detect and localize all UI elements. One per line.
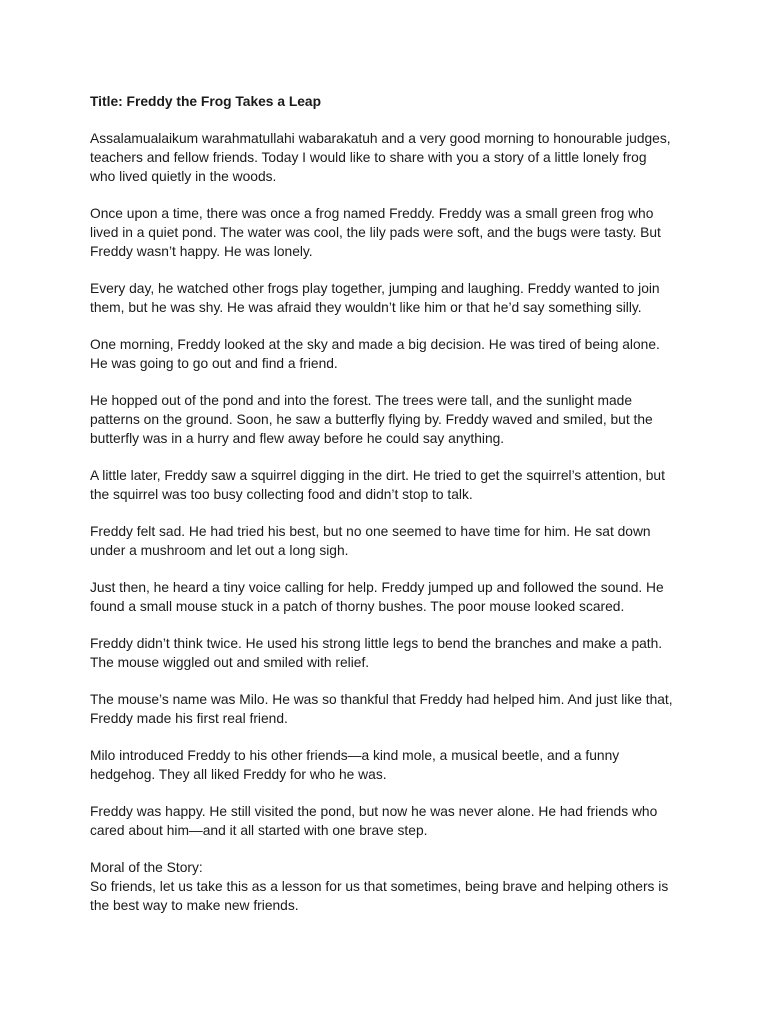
paragraph-story: Milo introduced Freddy to his other friends—a kind mole, a musical beetle, and a funny hedgehog. They all liked Freddy for who he was.	[90, 748, 620, 782]
paragraph-story: Just then, he heard a tiny voice calling for help. Freddy jumped up and followed the sound. He found a small mouse stuck in a patch of thorny bushes. The poor mouse looked scared.	[90, 580, 664, 614]
paragraph-story: Once upon a time, there was once a frog named Freddy. Freddy was a small green frog who lived in a quiet pond. The water was cool, the lily pads were soft, and the bugs were tasty. But Freddy wasn’t happy. He was lonely.	[90, 206, 661, 259]
paragraph-story: A little later, Freddy saw a squirrel digging in the dirt. He tried to get the squirrel’s attention, but the squirrel was too busy collecting food and didn’t stop to talk.	[90, 468, 665, 502]
paragraph-greeting: Assalamualaikum warahmatullahi wabarakatuh and a very good morning to honourable judges, teachers and fellow friends. Today I would like to share with you a story of a little lonely frog who lived quietly in the woods.	[90, 131, 671, 184]
paragraph-story: Every day, he watched other frogs play together, jumping and laughing. Freddy wanted to join them, but he was shy. He was afraid they wouldn’t like him or that he’d say something silly.	[90, 281, 660, 315]
moral-text: So friends, let us take this as a lesson for us that sometimes, being brave and helping others is the best way to make new friends.	[90, 879, 669, 913]
paragraph-story: Freddy was happy. He still visited the pond, but now he was never alone. He had friends who cared about him—and it all started with one brave step.	[90, 804, 658, 838]
paragraph-story: The mouse’s name was Milo. He was so thankful that Freddy had helped him. And just like that, Freddy made his first real friend.	[90, 692, 673, 726]
document-title: Title: Freddy the Frog Takes a Leap	[90, 94, 322, 109]
moral-heading: Moral of the Story:	[90, 860, 203, 875]
paragraph-story: Freddy didn’t think twice. He used his strong little legs to bend the branches and make a path. The mouse wiggled out and smiled with relief.	[90, 636, 663, 670]
paragraph-story: One morning, Freddy looked at the sky and made a big decision. He was tired of being alone. He was going to go out and find a friend.	[90, 337, 660, 371]
paragraph-story: He hopped out of the pond and into the forest. The trees were tall, and the sunlight made patterns on the ground. Soon, he saw a butterfly flying by. Freddy waved and smiled, but the butterfly was in a hurry and flew away before he could say anything.	[90, 393, 653, 446]
paragraph-story: Freddy felt sad. He had tried his best, but no one seemed to have time for him. He sat down under a mushroom and let out a long sigh.	[90, 524, 651, 558]
document-page	[90, 92, 700, 915]
